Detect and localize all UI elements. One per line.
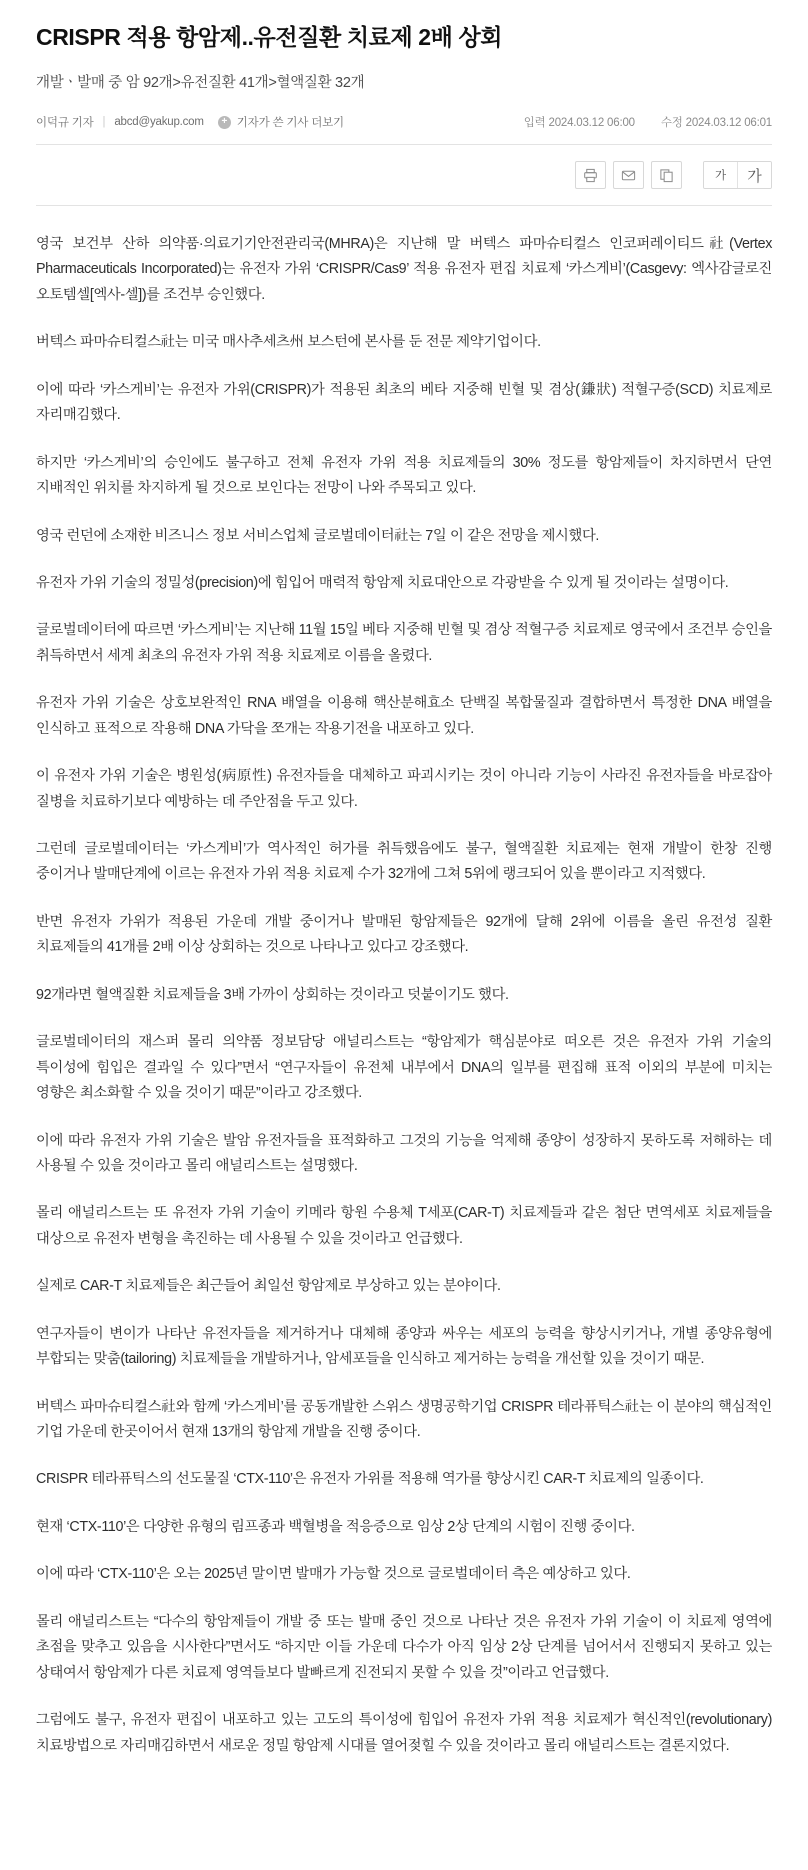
article-paragraph: 그런데 글로벌데이터는 ‘카스게비’가 역사적인 허가를 취득했음에도 불구, 혈액질환 치료제는 현재 개발이 한창 진행 중이거나 발매단계에 이르는 유전자 가위 적용 치료제 수가 32개에 그쳐 5위에 랭크되어 있을 뿐이라고 지적했다. bbox=[36, 841, 772, 883]
article-paragraph: 이에 따라 유전자 가위 기술은 발암 유전자들을 표적화하고 그것의 기능을 억제해 종양이 성장하지 못하도록 저해하는 데 사용될 수 있을 것이라고 몰리 애널리스트는 설명했다. bbox=[36, 1132, 772, 1174]
article-paragraph: 글로벌데이터의 재스퍼 몰리 의약품 정보담당 애널리스트는 “항암제가 핵심분야로 떠오른 것은 유전자 가위 기술의 특이성에 힘입은 결과일 수 있다”면서 “연구자들이 유전체 내부에서 DNA의 일부를 편집해 표적 이외의 부분에 미치는 영향은 최소화할 수 있을 것이기 때문”이라고 강조했다. bbox=[36, 1034, 772, 1102]
article-paragraph: 글로벌데이터에 따르면 ‘카스게비’는 지난해 11월 15일 베타 지중해 빈혈 및 겸상 적혈구증 치료제로 영국에서 조건부 승인을 취득하면서 세계 최초의 유전자 가위 적용 치료제로 이름을 올렸다. bbox=[36, 622, 772, 664]
article-paragraph: 영국 런던에 소재한 비즈니스 정보 서비스업체 글로벌데이터社는 7일 이 같은 전망을 제시했다. bbox=[36, 527, 600, 544]
divider-under-toolbar bbox=[36, 205, 772, 206]
article-paragraph: CRISPR 테라퓨틱스의 선도물질 ‘CTX-110’은 유전자 가위를 적용해 역가를 향상시킨 CAR-T 치료제의 일종이다. bbox=[36, 1471, 704, 1488]
article-paragraph: 그럼에도 불구, 유전자 편집이 내포하고 있는 고도의 특이성에 힘입어 유전자 가위 적용 치료제가 혁신적인(revolutionary) 치료방법으로 자리매김하면서 새로운 정밀 항암제 시대를 열어젖힐 수 있을 것이라고 몰리 애널리스트는 결론지었다. bbox=[36, 1712, 772, 1754]
article-paragraph: 하지만 ‘카스게비’의 승인에도 불구하고 전체 유전자 가위 적용 치료제들의 30% 정도를 항암제들이 차지하면서 단연 지배적인 위치를 차지하게 될 것으로 보인다는 전망이 나와 주목되고 있다. bbox=[36, 454, 772, 497]
article-paragraph: 유전자 가위 기술의 정밀성(precision)에 힘입어 매력적 항암제 치료대안으로 각광받을 수 있게 될 것이라는 설명이다. bbox=[36, 574, 729, 591]
article-page bbox=[0, 22, 808, 1799]
article-paragraph: 유전자 가위 기술은 상호보완적인 RNA 배열을 이용해 핵산분해효소 단백질 복합물질과 결합하면서 특정한 DNA 배열을 인식하고 표적으로 작용해 DNA 가닥을 쪼개는 작용기전을 내포하고 있다. bbox=[36, 695, 772, 737]
copy-icon[interactable] bbox=[651, 161, 682, 189]
font-size-large-button[interactable]: 가 bbox=[737, 162, 771, 188]
article-paragraph: 버텍스 파마슈티컬스社와 함께 ‘카스게비’를 공동개발한 스위스 생명공학기업 CRISPR 테라퓨틱스社는 이 분야의 핵심적인 기업 가운데 한곳이어서 현재 13개의 항암제 개발을 진행 중이다. bbox=[36, 1398, 772, 1441]
font-size-group bbox=[703, 161, 772, 189]
article-paragraph: 반면 유전자 가위가 적용된 가운데 개발 중이거나 발매된 항암제들은 92개에 달해 2위에 이름을 올린 유전성 질환 치료제들의 41개를 2배 이상 상회하는 것으로 나타나고 있다고 강조했다. bbox=[36, 913, 772, 956]
byline-right bbox=[524, 114, 772, 130]
page-title: CRISPR 적용 항암제..유전질환 치료제 2배 상회 bbox=[36, 24, 503, 50]
more-articles-link[interactable] bbox=[218, 114, 344, 130]
article-paragraph: 몰리 애널리스트는 “다수의 항암제들이 개발 중 또는 발매 중인 것으로 나타난 것은 유전자 가위 기술이 이 치료제 영역에 초점을 맞추고 있음을 시사한다”면서도 “하지만 이들 가운데 다수가 아직 임상 2상 단계를 넘어서서 진행되지 못하고 있는 상태여서 항암제가 다른 치료제 영역들보다 발빠르게 진전되지 못할 수 있을 것”이라고 언급했다. bbox=[36, 1613, 772, 1681]
reporter-name: 이덕규 기자 bbox=[36, 117, 94, 130]
published-timestamp: 입력 2024.03.12 06:00 bbox=[523, 117, 635, 130]
mail-icon[interactable] bbox=[613, 161, 644, 189]
divider-top bbox=[36, 144, 772, 145]
byline bbox=[36, 114, 772, 130]
article-paragraph: 연구자들이 변이가 나타난 유전자들을 제거하거나 대체해 종양과 싸우는 세포의 능력을 향상시키거나, 개별 종양유형에 부합되는 맞춤(tailoring) 치료제들을 개발하거나, 암세포들을 인식하고 제거하는 능력을 개선할 있을 것이기 때문. bbox=[36, 1325, 772, 1368]
article-paragraph: 이에 따라 ‘카스게비’는 유전자 가위(CRISPR)가 적용된 최초의 베타 지중해 빈혈 및 겸상(鎌狀) 적혈구증(SCD) 치료제로 자리매김했다. bbox=[36, 381, 772, 424]
byline-left bbox=[36, 114, 344, 130]
article-toolbar bbox=[36, 161, 772, 189]
article-paragraph: 실제로 CAR-T 치료제들은 최근들어 최일선 항암제로 부상하고 있는 분야이다. bbox=[36, 1278, 501, 1295]
font-size-small-button[interactable]: 가 bbox=[704, 162, 737, 188]
article-paragraph: 92개라면 혈액질환 치료제들을 3배 가까이 상회하는 것이라고 덧붙이기도 했다. bbox=[36, 986, 509, 1003]
article-paragraph: 이 유전자 가위 기술은 병원성(病原性) 유전자들을 대체하고 파괴시키는 것이 아니라 기능이 사라진 유전자들을 바로잡아 질병을 치료하기보다 예방하는 데 주안점을 두고 있다. bbox=[36, 768, 772, 810]
article-paragraph: 버텍스 파마슈티컬스社는 미국 매사추세츠州 보스턴에 본사를 둔 전문 제약기업이다. bbox=[36, 334, 541, 351]
updated-timestamp: 수정 2024.03.12 06:01 bbox=[660, 117, 772, 130]
byline-separator: | bbox=[102, 116, 106, 129]
print-icon[interactable] bbox=[575, 161, 606, 189]
article-paragraph: 몰리 애널리스트는 또 유전자 가위 기술이 키메라 항원 수용체 T세포(CAR-T) 치료제들과 같은 첨단 면역세포 치료제들을 대상으로 유전자 변형을 촉진하는 데 사용될 수 있을 것이라고 언급했다. bbox=[36, 1205, 772, 1247]
article-subtitle: 개발ㆍ발매 중 암 92개>유전질환 41개>혈액질환 32개 bbox=[36, 75, 365, 92]
article-paragraph: 이에 따라 ‘CTX-110’은 오는 2025년 말이면 발매가 가능할 것으로 글로벌데이터 측은 예상하고 있다. bbox=[36, 1566, 631, 1583]
reporter-email-link[interactable]: abcd@yakup.com bbox=[114, 116, 204, 129]
plus-icon: + bbox=[218, 116, 231, 129]
more-articles-label: 기자가 쓴 기사 더보기 bbox=[236, 117, 344, 130]
article-body bbox=[36, 232, 772, 1759]
article-paragraph: 현재 ‘CTX-110’은 다양한 유형의 림프종과 백혈병을 적응증으로 임상 2상 단계의 시험이 진행 중이다. bbox=[36, 1518, 635, 1535]
article-paragraph: 영국 보건부 산하 의약품·의료기기안전관리국(MHRA)은 지난해 말 버텍스 파마슈티컬스 인코퍼레이티드社(Vertex Pharmaceuticals Incorporated)는 유전자 가위 ‘CRISPR/Cas9’ 적용 유전자 편집 치료제 ‘카스게비’(Casgevy: 엑사감글로진 오토템셀[엑사-셀])를 조건부 승인했다. bbox=[36, 236, 772, 303]
